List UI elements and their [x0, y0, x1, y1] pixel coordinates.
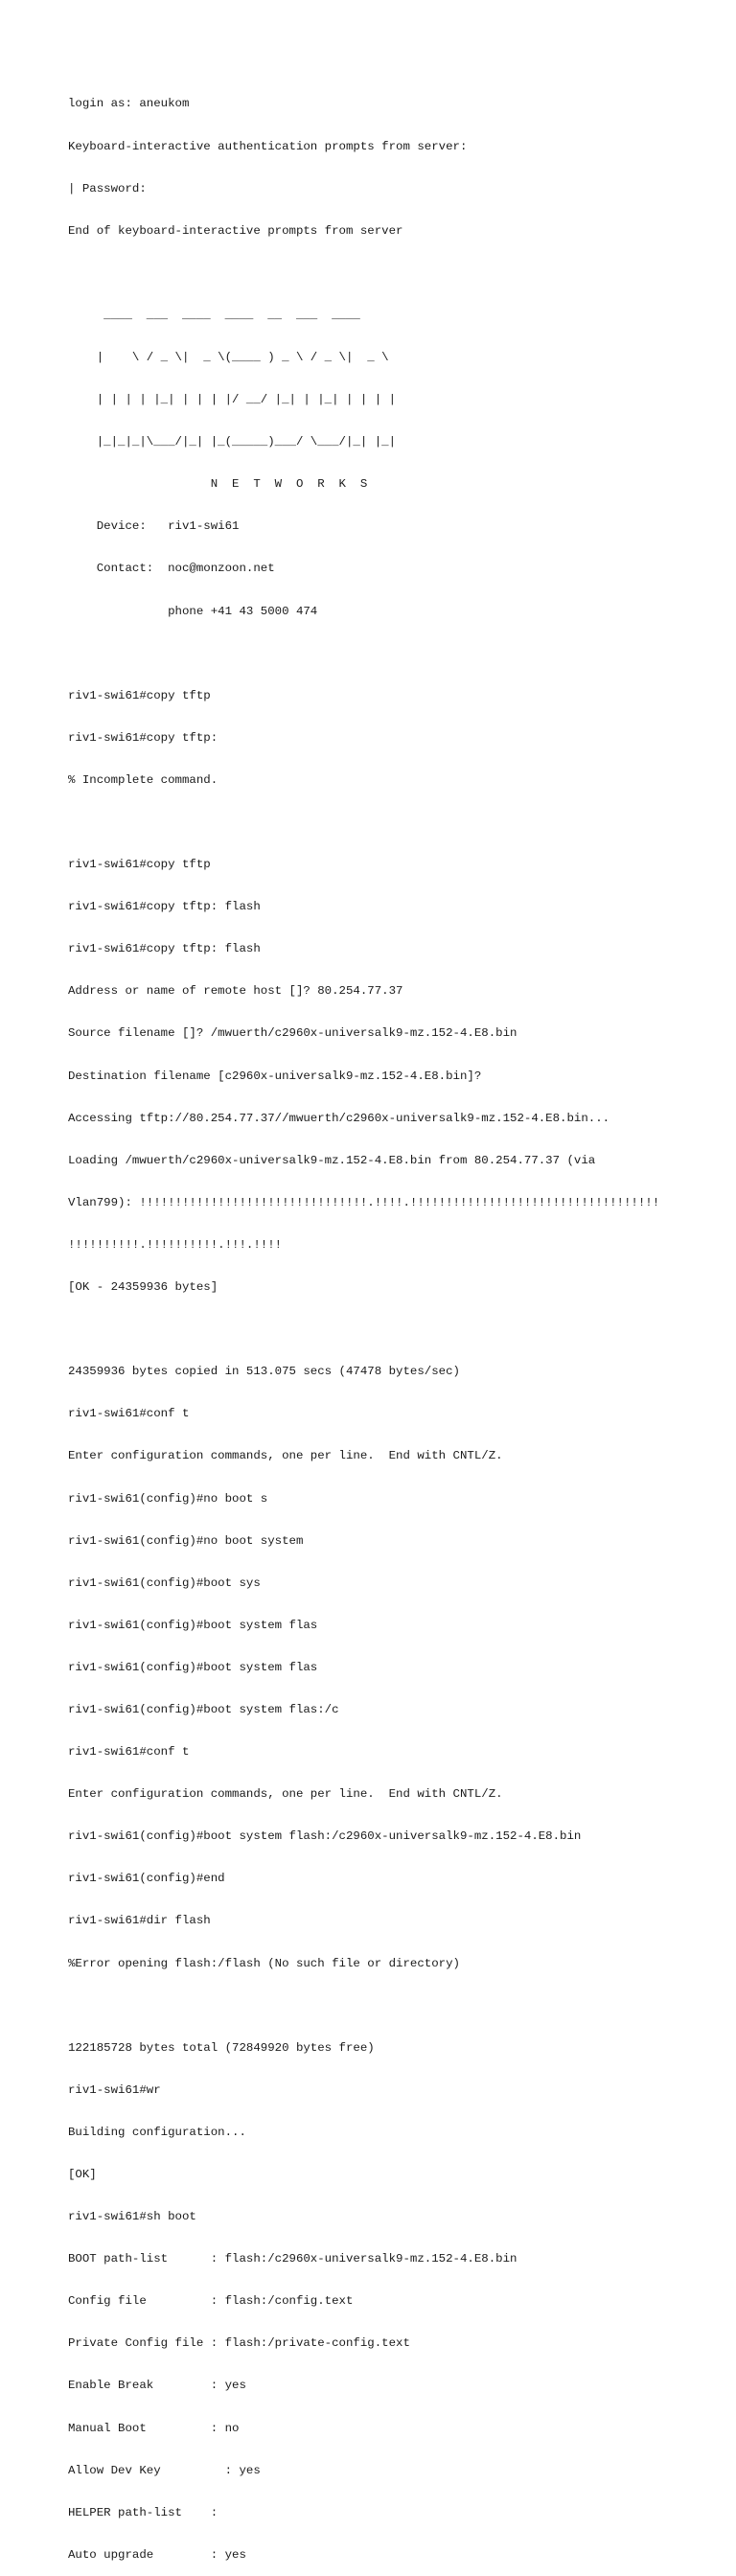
terminal-line: riv1-swi61(config)#boot sys — [68, 1576, 261, 1590]
terminal-line: !!!!!!!!!!.!!!!!!!!!!.!!!.!!!! — [68, 1237, 283, 1252]
terminal-line: Keyboard-interactive authentication prompts from server: — [68, 139, 468, 153]
banner-contact: Contact: noc@monzoon.net — [68, 562, 275, 576]
terminal-line: HELPER path-list : — [68, 2505, 218, 2519]
terminal-line: Manual Boot : no — [68, 2421, 240, 2435]
terminal-line: riv1-swi61#copy tftp: flash — [68, 900, 261, 914]
terminal-line: riv1-swi61#sh boot — [68, 2210, 196, 2224]
terminal-line: End of keyboard-interactive prompts from server — [68, 223, 403, 238]
terminal-line — [68, 1999, 729, 2013]
terminal-line: Enter configuration commands, one per line. End with CNTL/Z. — [68, 1449, 503, 1463]
terminal-line: BOOT path-list : flash:/c2960x-universalk9-mz.152-4.E8.bin — [68, 2252, 518, 2266]
terminal-line: Enter configuration commands, one per line. End with CNTL/Z. — [68, 1787, 503, 1802]
terminal-line — [68, 647, 729, 661]
terminal-line: riv1-swi61#copy tftp — [68, 858, 211, 872]
terminal-line — [68, 266, 729, 281]
terminal-line: riv1-swi61(config)#boot system flas — [68, 1618, 318, 1632]
terminal-line: [OK - 24359936 bytes] — [68, 1280, 218, 1295]
terminal-line: riv1-swi61#wr — [68, 2082, 161, 2097]
ascii-logo-line: |_|_|_|\___/|_| |_(_____)___/ \___/|_| |_| — [68, 435, 397, 449]
terminal-output — [68, 69, 729, 2576]
terminal-line: [OK] — [68, 2168, 97, 2181]
terminal-line: | Password: — [68, 181, 147, 196]
terminal-line: Loading /mwuerth/c2960x-universalk9-mz.152-4.E8.bin from 80.254.77.37 (via — [68, 1153, 596, 1167]
banner-phone: phone +41 43 5000 474 — [68, 604, 318, 618]
ascii-logo-line: | | | | |_| | | | |/ __/ |_| | |_| | | | | — [68, 393, 397, 407]
terminal-line: Config file : flash:/config.text — [68, 2294, 354, 2309]
terminal-line: riv1-swi61(config)#no boot s — [68, 1491, 268, 1506]
terminal-line: riv1-swi61#copy tftp: — [68, 730, 218, 745]
terminal-line: riv1-swi61(config)#boot system flash:/c2960x-universalk9-mz.152-4.E8.bin — [68, 1829, 582, 1844]
terminal-line: Vlan799): !!!!!!!!!!!!!!!!!!!!!!!!!!!!!!!!.!!!!.!!!!!!!!!!!!!!!!!!!!!!!!!!!!!!!!!!! — [68, 1195, 660, 1209]
banner-device: Device: riv1-swi61 — [68, 519, 240, 534]
terminal-line: riv1-swi61(config)#boot system flas — [68, 1660, 318, 1674]
terminal-line: %Error opening flash:/flash (No such file or directory) — [68, 1956, 460, 1970]
terminal-line — [68, 1322, 729, 1337]
terminal-line: login as: aneukom — [68, 97, 190, 111]
terminal-line: Building configuration... — [68, 2125, 246, 2139]
terminal-line: 122185728 bytes total (72849920 bytes free) — [68, 2040, 375, 2055]
terminal-line: riv1-swi61#dir flash — [68, 1914, 211, 1928]
terminal-line: riv1-swi61#conf t — [68, 1745, 190, 1760]
terminal-line: Private Config file : flash:/private-config.text — [68, 2336, 410, 2351]
terminal-line: % Incomplete command. — [68, 772, 218, 787]
terminal-line: riv1-swi61(config)#boot system flas:/c — [68, 1702, 339, 1716]
terminal-line: Destination filename [c2960x-universalk9-mz.152-4.E8.bin]? — [68, 1069, 482, 1083]
terminal-line: Allow Dev Key : yes — [68, 2463, 261, 2477]
terminal-line — [68, 816, 729, 830]
terminal-line: riv1-swi61#conf t — [68, 1407, 190, 1421]
terminal-line: Enable Break : yes — [68, 2379, 246, 2393]
terminal-line: Address or name of remote host []? 80.254.77.37 — [68, 984, 403, 999]
terminal-line: 24359936 bytes copied in 513.075 secs (47478 bytes/sec) — [68, 1365, 460, 1379]
terminal-line: riv1-swi61(config)#end — [68, 1872, 225, 1886]
terminal-line: Auto upgrade : yes — [68, 2547, 246, 2562]
terminal-line: riv1-swi61#copy tftp — [68, 688, 211, 702]
ascii-logo-line: | \ / _ \| _ \(____ ) _ \ / _ \| _ \ — [68, 350, 389, 364]
ascii-logo-tagline: N E T W O R K S — [68, 477, 368, 492]
terminal-line: riv1-swi61(config)#no boot system — [68, 1533, 304, 1548]
terminal-line: Source filename []? /mwuerth/c2960x-universalk9-mz.152-4.E8.bin — [68, 1026, 518, 1041]
terminal-line: riv1-swi61#copy tftp: flash — [68, 942, 261, 956]
ascii-logo-line: ____ ___ ____ ____ __ ___ ____ — [68, 308, 360, 322]
terminal-line: Accessing tftp://80.254.77.37//mwuerth/c2960x-universalk9-mz.152-4.E8.bin... — [68, 1111, 610, 1125]
